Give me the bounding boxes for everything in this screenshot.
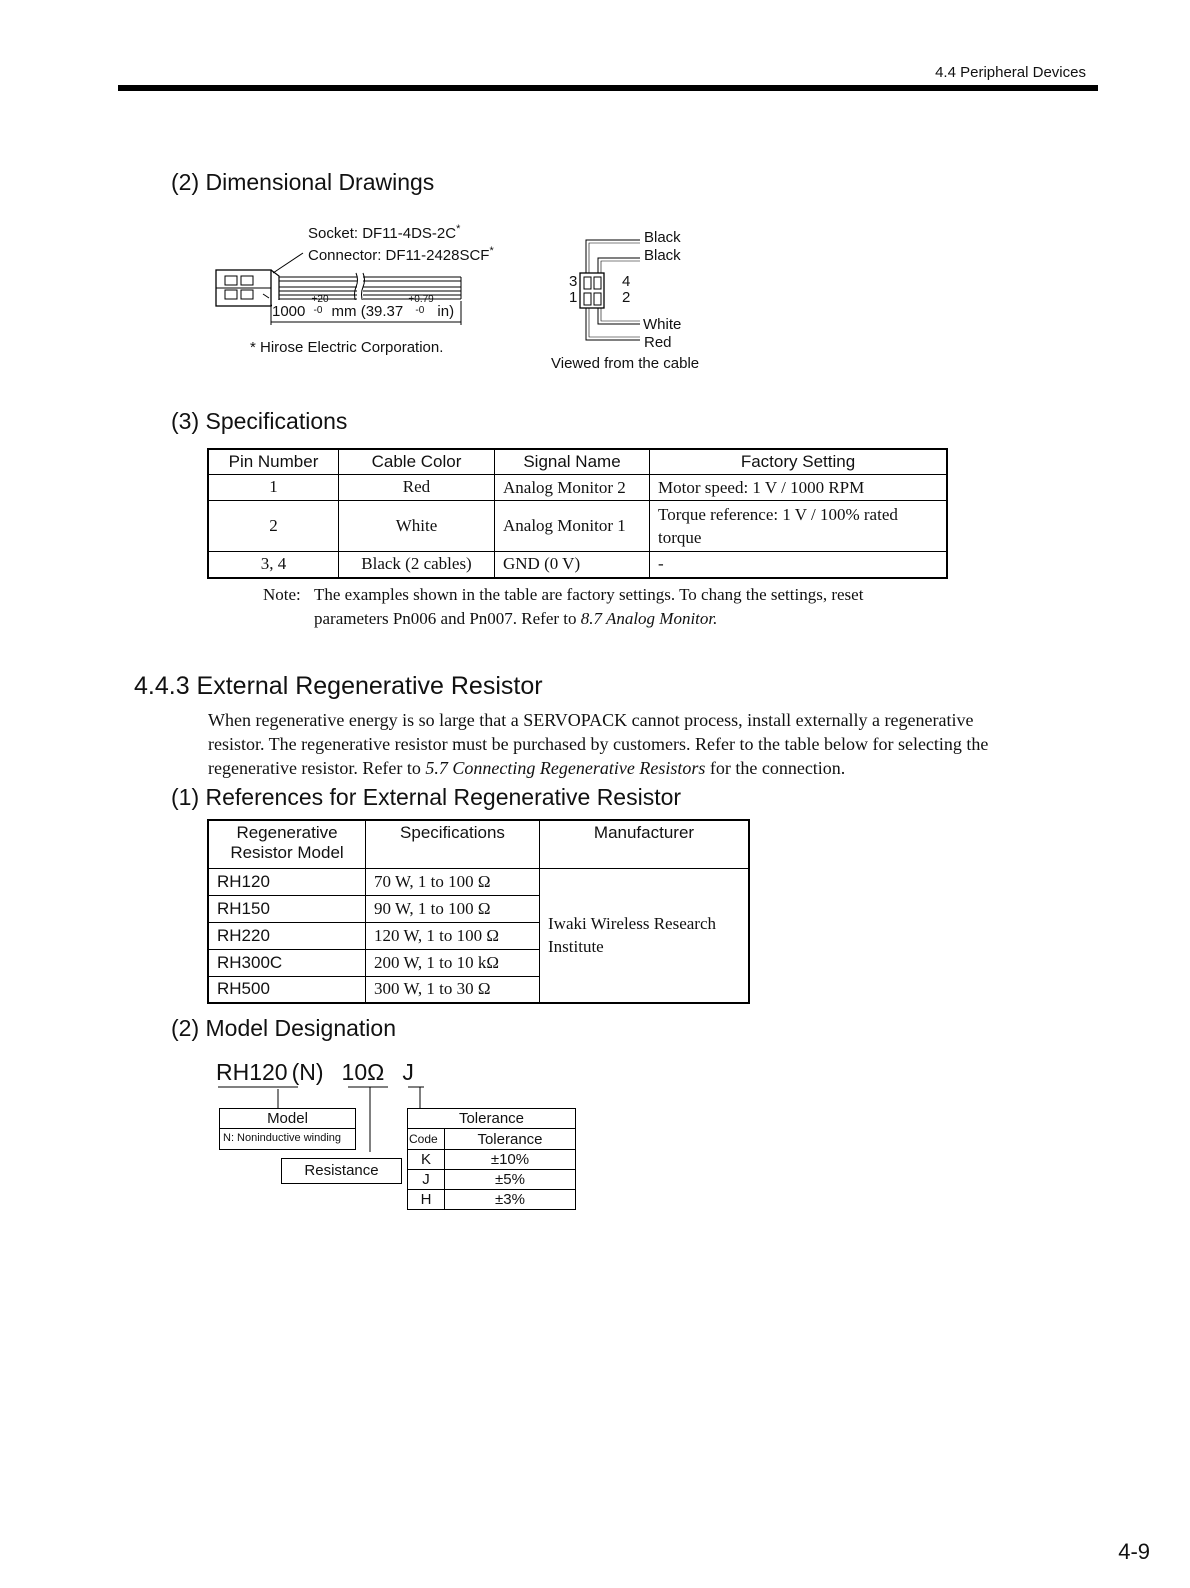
tolerance-code: H [408, 1190, 445, 1210]
col-model-line-1: Regenerative [236, 823, 338, 842]
col-cable-color: Cable Color [339, 449, 495, 475]
tolerance-header-row [408, 1129, 576, 1150]
note-line-2 [314, 609, 717, 629]
cell-model: RH150 [208, 895, 366, 922]
spec-row [208, 475, 947, 501]
noninductive-note: N: Noninductive winding [223, 1132, 342, 1144]
tolerance-code: J [408, 1170, 445, 1190]
wire-white: White [643, 316, 682, 333]
cell-color: Red [339, 475, 495, 501]
col-signal-name: Signal Name [495, 449, 650, 475]
connector-label-text: Connector: DF11-2428SCF [308, 247, 490, 264]
cell-spec: 90 W, 1 to 100 Ω [366, 895, 540, 922]
model-box-title: Model [220, 1109, 355, 1129]
tolerance-title: Tolerance [408, 1109, 576, 1129]
dimensional-drawings-heading: (2) Dimensional Drawings [171, 169, 435, 195]
col-model [208, 820, 366, 868]
references-table [207, 819, 750, 1004]
cell-setting: Torque reference: 1 V / 100% rated torque [650, 501, 948, 552]
specifications-heading: (3) Specifications [171, 408, 348, 434]
model-designation-heading: (2) Model Designation [171, 1015, 397, 1041]
cell-signal: Analog Monitor 1 [495, 501, 650, 552]
cell-setting: - [650, 552, 948, 578]
tolerance-code: K [408, 1150, 445, 1170]
cell-color: White [339, 501, 495, 552]
cell-pin: 2 [208, 501, 339, 552]
ref-row [208, 868, 749, 895]
code-resistance: 10Ω [341, 1059, 385, 1085]
model-box [219, 1108, 356, 1150]
col-model-line-2: Resistor Model [230, 843, 344, 862]
inch-tol-minus: -0 [415, 305, 425, 316]
tolerance-header: Tolerance [445, 1129, 576, 1150]
cell-spec: 70 W, 1 to 100 Ω [366, 868, 540, 895]
pin-1-label: 1 [569, 289, 578, 306]
socket-label-text: Socket: DF11-4DS-2C [308, 225, 457, 242]
regen-para-line-3 [208, 756, 845, 780]
code-noninductive: (N) [291, 1059, 324, 1085]
connector-asterisk: * [489, 245, 494, 257]
wire-black-2: Black [644, 247, 681, 264]
length-tol-plus: +20 [311, 294, 329, 305]
length-tol-minus: -0 [313, 305, 323, 316]
tolerance-row [408, 1150, 576, 1170]
cell-model: RH500 [208, 976, 366, 1003]
code-header: Code [408, 1129, 445, 1150]
inch-unit: in) [437, 303, 455, 320]
cell-spec: 300 W, 1 to 30 Ω [366, 976, 540, 1003]
spec-header-row [208, 449, 947, 475]
regen-para-line-1: When regenerative energy is so large that a SERVOPACK cannot process, install externally a regenerative [208, 710, 974, 730]
inch-tolerance [407, 294, 437, 316]
manufacturer-line-2: Institute [548, 937, 604, 957]
cell-model: RH220 [208, 922, 366, 949]
cell-model: RH300C [208, 949, 366, 976]
note-line-2-text: parameters Pn006 and Pn007. Refer to [314, 609, 581, 628]
note-reference: 8.7 Analog Monitor. [580, 609, 718, 628]
connector-label [308, 245, 494, 264]
tolerance-value: ±5% [445, 1170, 576, 1190]
length-unit: mm (39.37 [331, 303, 404, 320]
specifications-table [207, 448, 948, 579]
length-tolerance [310, 294, 332, 316]
tolerance-row [408, 1170, 576, 1190]
cell-spec: 120 W, 1 to 100 Ω [366, 922, 540, 949]
cell-manufacturer [540, 868, 750, 1003]
note-line-1: The examples shown in the table are factory settings. To chang the settings, reset [314, 585, 864, 604]
length-value: 1000 [272, 303, 306, 320]
pin-3-label: 3 [569, 273, 578, 290]
pin-4-label: 4 [622, 273, 631, 290]
cell-spec: 200 W, 1 to 10 kΩ [366, 949, 540, 976]
regen-section-heading: 4.4.3 External Regenerative Resistor [134, 672, 543, 700]
cell-model: RH120 [208, 868, 366, 895]
cell-setting: Motor speed: 1 V / 1000 RPM [650, 475, 948, 501]
note-label: Note: [263, 585, 301, 604]
tolerance-value: ±3% [445, 1190, 576, 1210]
ref-header-row [208, 820, 749, 868]
manufacturer-line-1: Iwaki Wireless Research [548, 914, 716, 934]
cell-pin: 1 [208, 475, 339, 501]
length-dimension [272, 294, 455, 320]
col-specifications: Specifications [366, 820, 540, 868]
col-pin-number: Pin Number [208, 449, 339, 475]
col-factory-setting: Factory Setting [650, 449, 948, 475]
inch-tol-plus: +0.79 [408, 294, 434, 305]
socket-label [308, 223, 460, 242]
regen-para-line-2: resistor. The regenerative resistor must be purchased by customers. Refer to the table below for selecting the [208, 734, 989, 754]
spec-row [208, 552, 947, 578]
col-manufacturer: Manufacturer [540, 820, 750, 868]
regen-para-line-3-text: regenerative resistor. Refer to [208, 758, 426, 778]
model-code [216, 1059, 414, 1086]
tolerance-value: ±10% [445, 1150, 576, 1170]
references-heading: (1) References for External Regenerative Resistor [171, 784, 682, 810]
cell-pin: 3, 4 [208, 552, 339, 578]
wire-red: Red [644, 334, 672, 351]
cell-signal: GND (0 V) [495, 552, 650, 578]
tolerance-row [408, 1190, 576, 1210]
viewed-caption: Viewed from the cable [551, 355, 700, 372]
code-model: RH120 [216, 1059, 288, 1085]
page-number: 4-9 [1118, 1539, 1150, 1564]
pin-2-label: 2 [622, 289, 631, 306]
regen-para-reference: 5.7 Connecting Regenerative Resistors [425, 758, 706, 778]
spec-row [208, 501, 947, 552]
hirose-note: * Hirose Electric Corporation. [250, 339, 444, 356]
socket-asterisk: * [456, 223, 461, 235]
code-tolerance: J [402, 1059, 414, 1085]
running-header: 4.4 Peripheral Devices [935, 64, 1086, 81]
regen-para-line-3-end: for the connection. [705, 758, 846, 778]
cell-signal: Analog Monitor 2 [495, 475, 650, 501]
tolerance-table [407, 1108, 576, 1210]
cell-color: Black (2 cables) [339, 552, 495, 578]
wire-black-1: Black [644, 229, 681, 246]
header-rule [118, 85, 1098, 91]
tolerance-title-row [408, 1109, 576, 1129]
resistance-box: Resistance [281, 1158, 402, 1184]
